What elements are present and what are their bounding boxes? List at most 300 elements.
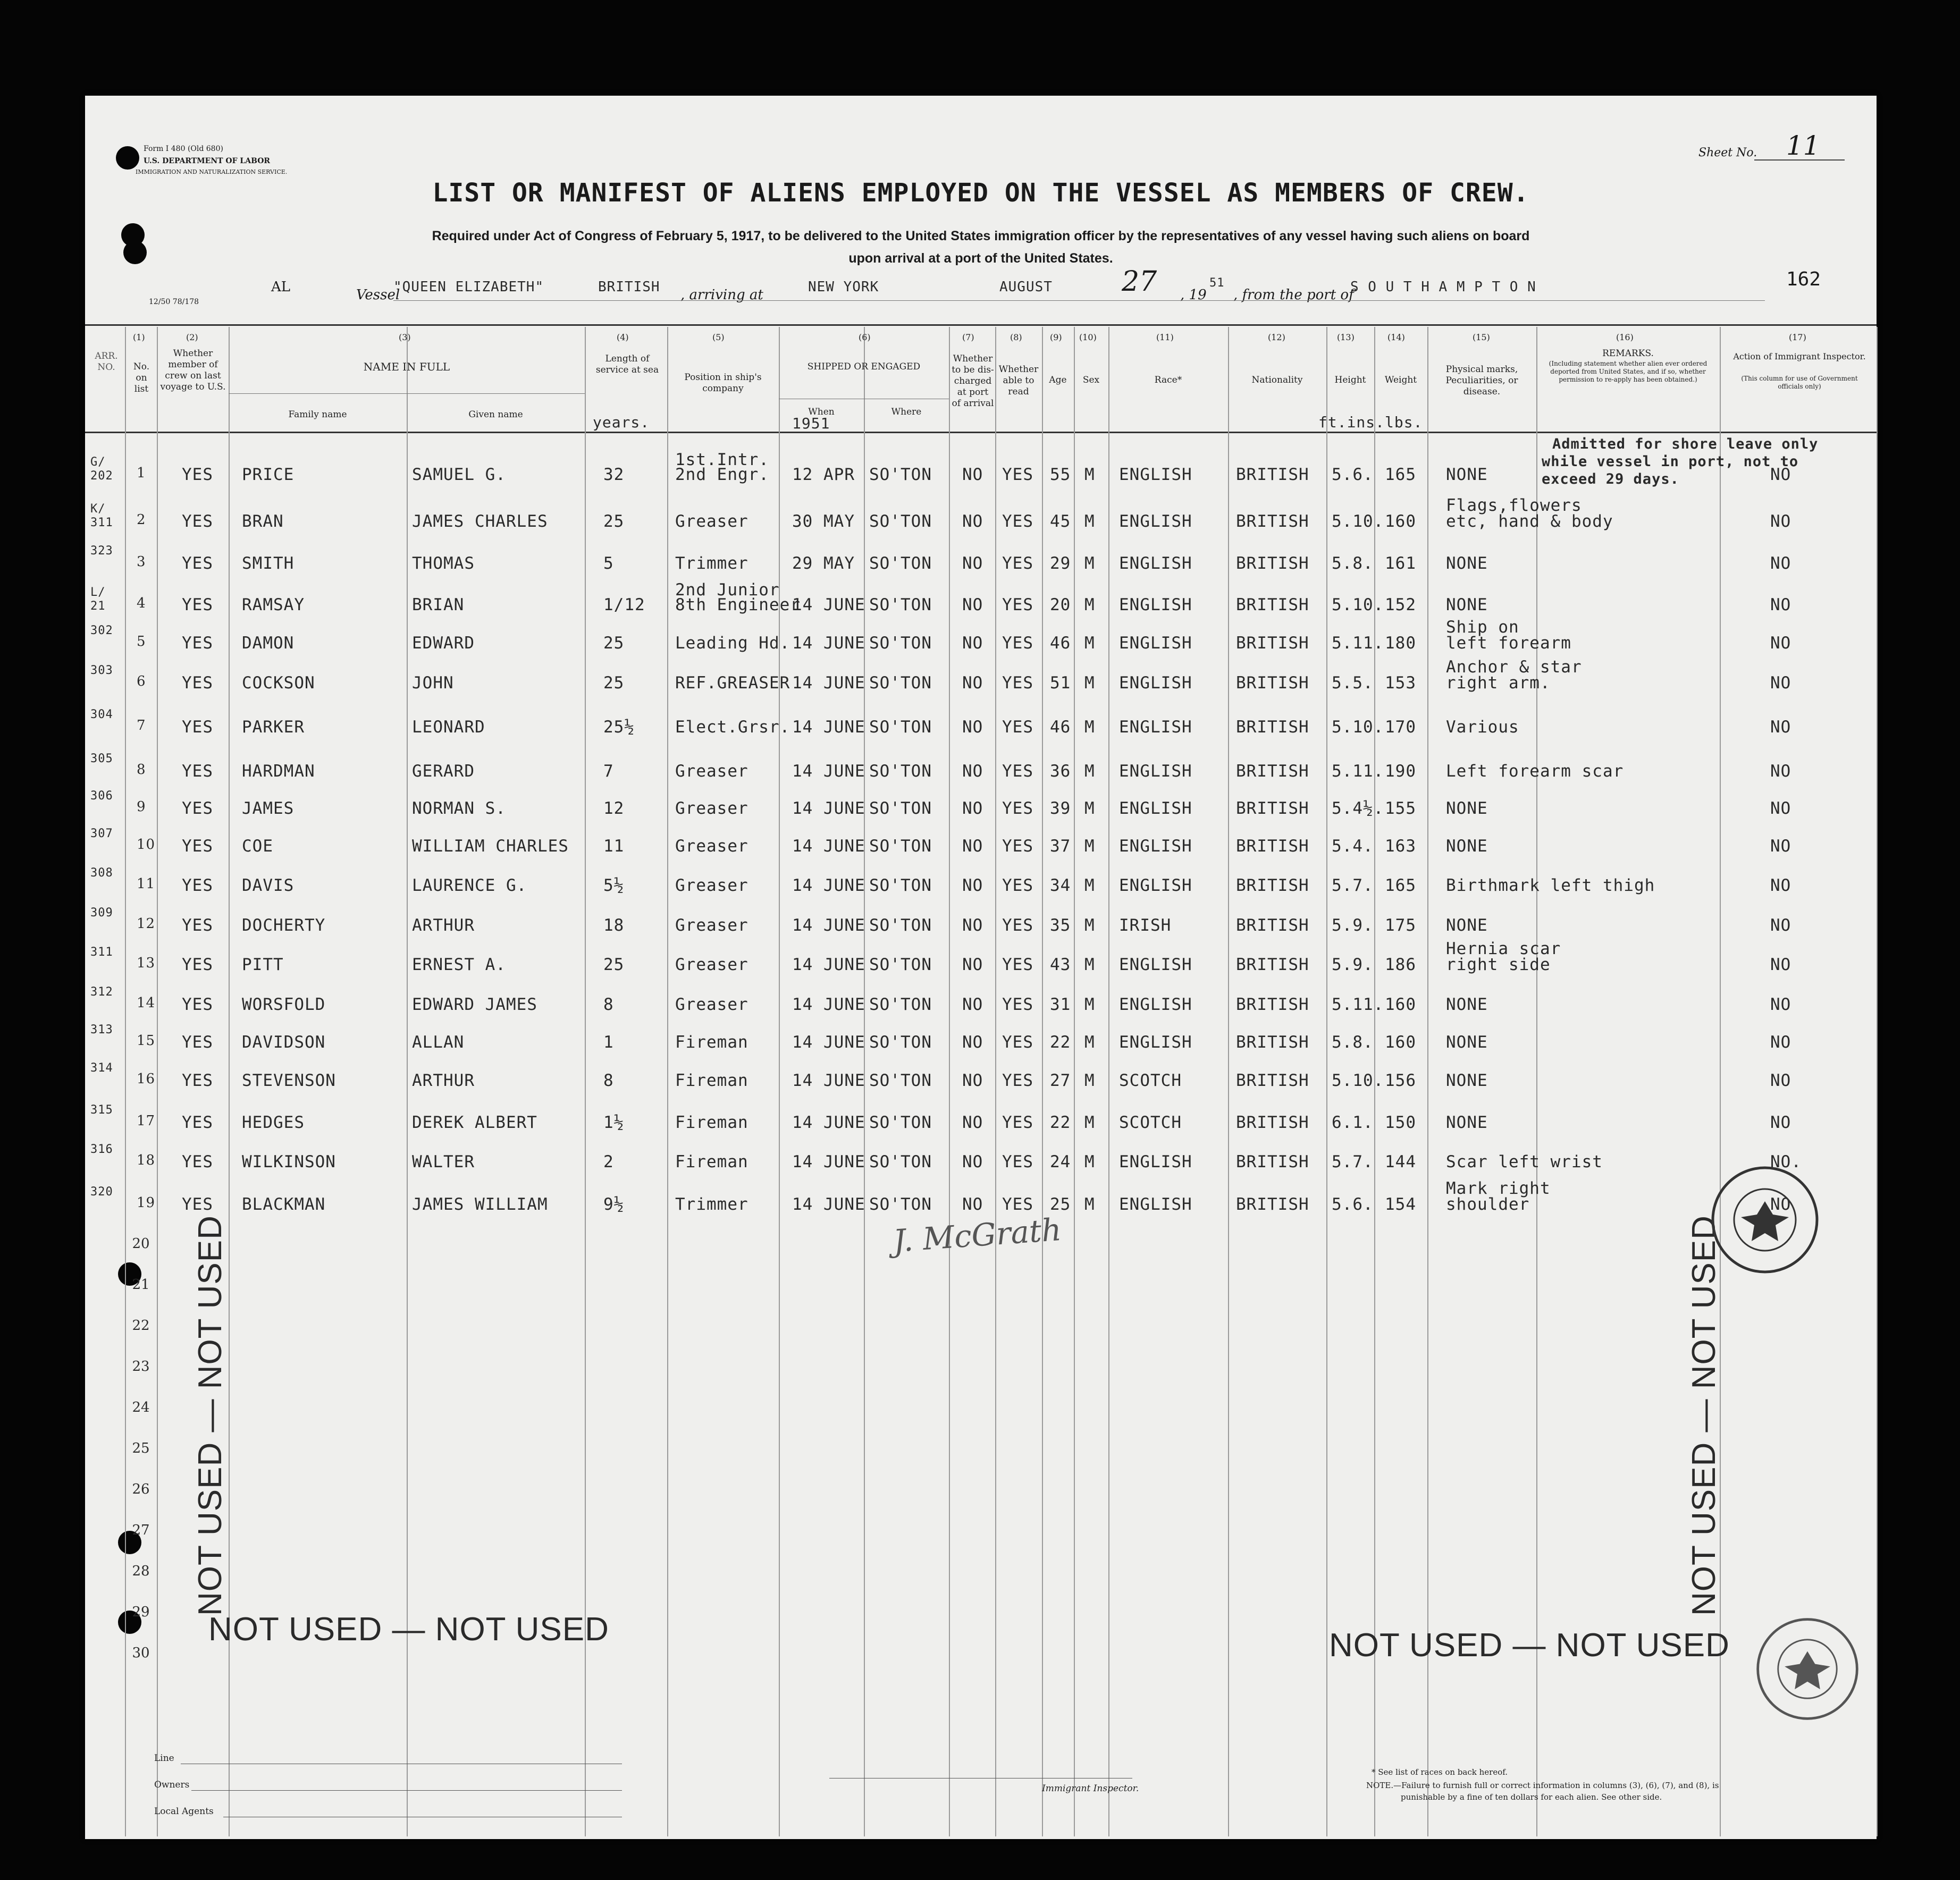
cell-arr-no: 316 <box>90 1143 113 1156</box>
col-line <box>949 327 950 1836</box>
cell-arr-no: 302 <box>90 624 113 637</box>
not-used-stamp-right-horizontal: NOT USED — NOT USED <box>1329 1627 1730 1664</box>
cell-given-name: DEREK ALBERT <box>412 1113 537 1132</box>
cell-physical-marks: Mark right <box>1446 1179 1551 1198</box>
cell-weight: 156 <box>1385 1071 1416 1090</box>
cell-arr-no: 323 <box>90 544 113 558</box>
cell-shipped-when: 14 JUNE <box>792 799 865 818</box>
department: U.S. DEPARTMENT OF LABOR <box>144 157 271 165</box>
cell-sex: M <box>1084 1113 1095 1132</box>
cell-no-on-list: 9 <box>137 799 146 815</box>
note-races: * See list of races on back hereof. <box>1372 1767 1508 1777</box>
cell-race: ENGLISH <box>1119 718 1192 737</box>
cell-shipped-where: SO'TON <box>869 837 932 856</box>
empty-row-number: 25 <box>132 1440 150 1456</box>
cell-given-name: NORMAN S. <box>412 799 506 818</box>
cell-last-voyage: YES <box>182 718 213 737</box>
cell-given-name: ALLAN <box>412 1033 465 1052</box>
col-num-8: (8) <box>1010 332 1022 342</box>
cell-able-to-read: YES <box>1002 1195 1033 1214</box>
cell-nationality: BRITISH <box>1236 465 1309 484</box>
cell-nationality: BRITISH <box>1236 673 1309 693</box>
cell-arr-no: 304 <box>90 708 113 721</box>
col-action: Action of Immigrant Inspector. <box>1733 351 1866 361</box>
cell-sex: M <box>1084 1033 1095 1052</box>
cell-shipped-when: 14 JUNE <box>792 1152 865 1171</box>
cell-family-name: PRICE <box>242 465 295 484</box>
vessel-underline <box>393 300 1765 301</box>
cell-arr-no: 306 <box>90 789 113 803</box>
cell-weight: 175 <box>1385 916 1416 935</box>
cell-physical-marks: NONE <box>1446 916 1488 935</box>
cell-service-years: 9½ <box>603 1195 625 1214</box>
cell-given-name: ERNEST A. <box>412 955 506 974</box>
cell-age: 37 <box>1050 837 1071 856</box>
cell-weight: 155 <box>1385 799 1416 818</box>
empty-row-number: 29 <box>132 1604 150 1620</box>
cell-able-to-read: YES <box>1002 1113 1033 1132</box>
cell-age: 29 <box>1050 554 1071 573</box>
cell-no-on-list: 13 <box>137 955 156 971</box>
cell-able-to-read: YES <box>1002 465 1033 484</box>
cell-nationality: BRITISH <box>1236 837 1309 856</box>
cell-discharged: NO <box>962 554 983 573</box>
col-line <box>1536 327 1537 1836</box>
cell-height: 5.11. <box>1332 995 1384 1014</box>
cell-shipped-when: 12 APR <box>792 465 855 484</box>
cell-given-name: BRIAN <box>412 595 465 614</box>
cell-nationality: BRITISH <box>1236 512 1309 531</box>
cell-arr-no: 312 <box>90 985 113 999</box>
cell-height: 5.6. <box>1332 465 1374 484</box>
cell-position: Greaser <box>675 916 748 935</box>
cell-sex: M <box>1084 673 1095 693</box>
cell-shipped-where: SO'TON <box>869 995 932 1014</box>
cell-weight: 190 <box>1385 762 1416 781</box>
cell-able-to-read: YES <box>1002 799 1033 818</box>
cell-service-years: 12 <box>603 799 625 818</box>
cell-arr-no: 313 <box>90 1023 113 1036</box>
cell-height: 5.11. <box>1332 634 1384 653</box>
cell-last-voyage: YES <box>182 916 213 935</box>
cell-able-to-read: YES <box>1002 837 1033 856</box>
cell-age: 46 <box>1050 634 1071 653</box>
cell-weight: 153 <box>1385 673 1416 693</box>
consulate-seal <box>1754 1616 1861 1722</box>
cell-height: 5.10. <box>1332 718 1384 737</box>
cell-position: Fireman <box>675 1033 748 1052</box>
cell-sex: M <box>1084 465 1095 484</box>
cell-physical-marks: shoulder <box>1446 1195 1530 1214</box>
cell-action: NO <box>1770 673 1791 693</box>
cell-shipped-where: SO'TON <box>869 762 932 781</box>
cell-race: ENGLISH <box>1119 595 1192 614</box>
cell-age: 20 <box>1050 595 1071 614</box>
cell-discharged: NO <box>962 916 983 935</box>
cell-shipped-when: 14 JUNE <box>792 1033 865 1052</box>
col-action-note: (This column for use of Government officials only) <box>1741 375 1858 390</box>
col-line <box>667 327 668 1836</box>
cell-position: 2nd Junior <box>675 580 780 600</box>
col-given-name: Given name <box>468 409 523 420</box>
cell-nationality: BRITISH <box>1236 916 1309 935</box>
cell-service-years: 8 <box>603 995 614 1014</box>
cell-physical-marks: Ship on <box>1446 618 1519 637</box>
cell-discharged: NO <box>962 1071 983 1090</box>
cell-height: 5.9. <box>1332 916 1374 935</box>
col-num-1: (1) <box>133 332 145 342</box>
cell-race: ENGLISH <box>1119 512 1192 531</box>
cell-shipped-when: 14 JUNE <box>792 1071 865 1090</box>
col-remarks-note: (Including statement whether alien ever ordered deported from United States, and if so, whether permission to re-apply has been obtained.) <box>1549 360 1707 383</box>
cell-family-name: STEVENSON <box>242 1071 336 1090</box>
col-discharged: Whether to be dis-charged at port of arrival <box>952 353 994 409</box>
cell-action: NO <box>1770 916 1791 935</box>
cell-arr-no: 307 <box>90 827 113 840</box>
cell-age: 45 <box>1050 512 1071 531</box>
cell-physical-marks: NONE <box>1446 837 1488 856</box>
cell-discharged: NO <box>962 799 983 818</box>
cell-sex: M <box>1084 512 1095 531</box>
cell-physical-marks: Hernia scar <box>1446 939 1561 958</box>
cell-race: ENGLISH <box>1119 837 1192 856</box>
cell-position: Greaser <box>675 955 748 974</box>
col-service-length: Length of service at sea <box>595 353 659 375</box>
consulate-seal <box>1709 1164 1821 1276</box>
not-used-stamp-left-vertical: NOT USED — NOT USED <box>192 1215 229 1616</box>
cell-discharged: NO <box>962 1195 983 1214</box>
cell-service-years: 18 <box>603 916 625 935</box>
cell-given-name: GERARD <box>412 762 475 781</box>
cell-shipped-when: 14 JUNE <box>792 955 865 974</box>
cell-weight: 170 <box>1385 718 1416 737</box>
cell-shipped-when: 14 JUNE <box>792 634 865 653</box>
empty-row-number: 30 <box>132 1645 150 1661</box>
col-num-6: (6) <box>859 332 871 342</box>
col-crew-last-voyage: Whether member of crew on last voyage to U.S. <box>160 348 226 392</box>
col-num-4: (4) <box>617 332 629 342</box>
cell-race: SCOTCH <box>1119 1071 1182 1090</box>
col-num-12: (12) <box>1268 332 1285 342</box>
cell-position: Fireman <box>675 1071 748 1090</box>
cell-height: 5.11. <box>1332 762 1384 781</box>
cell-height: 5.4½. <box>1332 799 1384 818</box>
cell-race: ENGLISH <box>1119 1152 1192 1171</box>
cell-last-voyage: YES <box>182 634 213 653</box>
cell-race: ENGLISH <box>1119 554 1192 573</box>
col-line <box>407 327 408 1836</box>
cell-race: SCOTCH <box>1119 1113 1182 1132</box>
remark-line: while vessel in port, not to <box>1542 453 1799 470</box>
cell-physical-marks: Left forearm scar <box>1446 762 1624 781</box>
sheet-number: 11 <box>1786 130 1820 161</box>
cell-height: 5.8. <box>1332 554 1374 573</box>
cell-race: ENGLISH <box>1119 876 1192 895</box>
cell-shipped-where: SO'TON <box>869 512 932 531</box>
manifest-title: LIST OR MANIFEST OF ALIENS EMPLOYED ON THE VESSEL AS MEMBERS OF CREW. <box>432 178 1529 208</box>
cell-race: ENGLISH <box>1119 1195 1192 1214</box>
cell-nationality: BRITISH <box>1236 955 1309 974</box>
cell-service-years: 8 <box>603 1071 614 1090</box>
cell-service-years: 11 <box>603 837 625 856</box>
cell-weight: 160 <box>1385 995 1416 1014</box>
cell-last-voyage: YES <box>182 955 213 974</box>
cell-able-to-read: YES <box>1002 762 1033 781</box>
cell-weight: 160 <box>1385 512 1416 531</box>
cell-no-on-list: 17 <box>137 1113 156 1129</box>
cell-race: ENGLISH <box>1119 995 1192 1014</box>
cell-family-name: DOCHERTY <box>242 916 326 935</box>
cell-service-years: 25 <box>603 512 625 531</box>
manifest-subtitle: Required under Act of Congress of February 5, 1917, to be delivered to the United States immigration officer by the representatives of any vessel having such aliens on board <box>432 229 1530 243</box>
cell-race: ENGLISH <box>1119 762 1192 781</box>
col-line <box>1326 327 1327 1836</box>
cell-age: 34 <box>1050 876 1071 895</box>
cell-height: 5.7. <box>1332 876 1374 895</box>
cell-able-to-read: YES <box>1002 876 1033 895</box>
cell-last-voyage: YES <box>182 995 213 1014</box>
cell-shipped-when: 30 MAY <box>792 512 855 531</box>
cell-service-years: 25 <box>603 634 625 653</box>
cell-arr-no: 309 <box>90 906 113 920</box>
cell-action: NO <box>1770 595 1791 614</box>
cell-service-years: 2 <box>603 1152 614 1171</box>
cell-last-voyage: YES <box>182 1113 213 1132</box>
cell-service-years: 1/12 <box>603 595 645 614</box>
cell-able-to-read: YES <box>1002 1152 1033 1171</box>
col-name-in-full: NAME IN FULL <box>363 360 450 373</box>
cell-family-name: WORSFOLD <box>242 995 326 1014</box>
name-subheader-rule <box>229 393 585 394</box>
cell-physical-marks: left forearm <box>1446 634 1571 653</box>
cell-age: 46 <box>1050 718 1071 737</box>
cell-sex: M <box>1084 718 1095 737</box>
cell-shipped-when: 14 JUNE <box>792 718 865 737</box>
cell-arr-no: 315 <box>90 1103 113 1117</box>
cell-physical-marks: Birthmark left thigh <box>1446 876 1655 895</box>
cell-action: NO. <box>1770 1152 1802 1171</box>
cell-physical-marks: NONE <box>1446 1071 1488 1090</box>
col-weight: Weight <box>1384 375 1417 385</box>
cell-race: ENGLISH <box>1119 955 1192 974</box>
cell-nationality: BRITISH <box>1236 799 1309 818</box>
col-num-5: (5) <box>712 332 725 342</box>
cell-physical-marks: Flags,flowers <box>1446 496 1582 515</box>
year-prefix: , 19 <box>1180 287 1207 303</box>
cell-weight: 150 <box>1385 1113 1416 1132</box>
cell-discharged: NO <box>962 595 983 614</box>
service-name: IMMIGRATION AND NATURALIZATION SERVICE. <box>136 168 288 175</box>
cell-physical-marks: NONE <box>1446 595 1488 614</box>
cell-last-voyage: YES <box>182 762 213 781</box>
cell-sex: M <box>1084 1071 1095 1090</box>
cell-shipped-when: 14 JUNE <box>792 837 865 856</box>
cell-family-name: COE <box>242 837 273 856</box>
cell-age: 43 <box>1050 955 1071 974</box>
col-nationality: Nationality <box>1251 375 1303 385</box>
cell-family-name: DAVIDSON <box>242 1033 326 1052</box>
footer-owners-label: Owners <box>154 1780 190 1790</box>
cell-service-years: 25 <box>603 955 625 974</box>
col-num-7: (7) <box>962 332 974 342</box>
cell-action: NO <box>1770 799 1791 818</box>
cell-action: NO <box>1770 837 1791 856</box>
cell-position: Greaser <box>675 512 748 531</box>
cell-discharged: NO <box>962 955 983 974</box>
cell-last-voyage: YES <box>182 1071 213 1090</box>
cell-family-name: HEDGES <box>242 1113 305 1132</box>
cell-shipped-where: SO'TON <box>869 916 932 935</box>
cell-weight: 144 <box>1385 1152 1416 1171</box>
cell-position: Greaser <box>675 995 748 1014</box>
cell-given-name: JAMES CHARLES <box>412 512 548 531</box>
col-line <box>1228 327 1229 1836</box>
col-physical-marks: Physical marks, Peculiarities, or disease. <box>1445 364 1518 397</box>
cell-age: 22 <box>1050 1113 1071 1132</box>
cell-shipped-where: SO'TON <box>869 1033 932 1052</box>
col-arr-no: ARR. NO. <box>95 351 118 373</box>
table-top-rule <box>85 324 1877 326</box>
cell-shipped-when: 14 JUNE <box>792 916 865 935</box>
cell-no-on-list: 2 <box>137 512 146 528</box>
cell-arr-no: 314 <box>90 1061 113 1075</box>
cell-no-on-list: 12 <box>137 916 156 932</box>
col-height: Height <box>1334 375 1366 385</box>
cell-sex: M <box>1084 837 1095 856</box>
note-penalty-1: NOTE.—Failure to furnish full or correct information in columns (3), (6), (7), and (8), is <box>1366 1781 1719 1790</box>
note-penalty-2: punishable by a fine of ten dollars for each alien. See other side. <box>1401 1792 1662 1802</box>
cell-sex: M <box>1084 634 1095 653</box>
col-when: When <box>808 407 835 417</box>
col-num-11: (11) <box>1156 332 1174 342</box>
cell-given-name: LEONARD <box>412 718 485 737</box>
cell-shipped-where: SO'TON <box>869 554 932 573</box>
cell-no-on-list: 3 <box>137 554 146 570</box>
cell-physical-marks: etc, hand & body <box>1446 512 1613 531</box>
cell-arr-no: K/ 311 <box>90 502 113 529</box>
cell-no-on-list: 6 <box>137 673 146 689</box>
cell-weight: 160 <box>1385 1033 1416 1052</box>
cell-able-to-read: YES <box>1002 595 1033 614</box>
cell-position: Greaser <box>675 876 748 895</box>
col-when-year: 1951 <box>792 415 830 432</box>
cell-race: IRISH <box>1119 916 1172 935</box>
cell-discharged: NO <box>962 512 983 531</box>
not-used-stamp-left-horizontal: NOT USED — NOT USED <box>208 1611 609 1648</box>
cell-sex: M <box>1084 799 1095 818</box>
cell-age: 51 <box>1050 673 1071 693</box>
cell-nationality: BRITISH <box>1236 718 1309 737</box>
cell-weight: 165 <box>1385 465 1416 484</box>
col-position: Position in ship's company <box>684 372 762 394</box>
manifest-sheet <box>85 96 1877 1839</box>
cell-able-to-read: YES <box>1002 634 1033 653</box>
cell-physical-marks: NONE <box>1446 465 1488 484</box>
col-sex: Sex <box>1082 375 1100 385</box>
cell-sex: M <box>1084 955 1095 974</box>
cell-last-voyage: YES <box>182 1033 213 1052</box>
cell-sex: M <box>1084 595 1095 614</box>
cell-last-voyage: YES <box>182 554 213 573</box>
form-code: 12/50 78/178 <box>149 298 199 306</box>
col-line <box>995 327 996 1836</box>
cell-shipped-where: SO'TON <box>869 465 932 484</box>
cell-given-name: SAMUEL G. <box>412 465 506 484</box>
cell-family-name: COCKSON <box>242 673 315 693</box>
cell-weight: 180 <box>1385 634 1416 653</box>
col-remarks: REMARKS. <box>1602 348 1654 359</box>
cell-height: 6.1. <box>1332 1113 1374 1132</box>
cell-physical-marks: NONE <box>1446 995 1488 1014</box>
cell-position: 8th Engineer <box>675 595 801 614</box>
cell-height: 5.4. <box>1332 837 1374 856</box>
cell-shipped-where: SO'TON <box>869 673 932 693</box>
cell-no-on-list: 18 <box>137 1152 156 1168</box>
cell-given-name: LAURENCE G. <box>412 876 527 895</box>
cell-weight: 154 <box>1385 1195 1416 1214</box>
cell-given-name: EDWARD <box>412 634 475 653</box>
vessel-name: "QUEEN ELIZABETH" <box>393 279 544 295</box>
cell-family-name: JAMES <box>242 799 295 818</box>
from-port: S O U T H A M P T O N <box>1350 279 1536 295</box>
cell-height: 5.8. <box>1332 1033 1374 1052</box>
empty-row-number: 24 <box>132 1400 150 1415</box>
cell-able-to-read: YES <box>1002 995 1033 1014</box>
cell-shipped-when: 14 JUNE <box>792 673 865 693</box>
cell-action: NO <box>1770 718 1791 737</box>
cell-no-on-list: 7 <box>137 718 146 734</box>
cell-action: NO <box>1770 995 1791 1014</box>
vessel-label: Vessel <box>356 287 400 303</box>
cell-arr-no: 303 <box>90 664 113 677</box>
col-shipped-engaged: SHIPPED OR ENGAGED <box>807 361 921 372</box>
cell-action: NO <box>1770 512 1791 531</box>
cell-family-name: WILKINSON <box>242 1152 336 1171</box>
cell-no-on-list: 19 <box>137 1195 156 1211</box>
cell-shipped-when: 14 JUNE <box>792 1195 865 1214</box>
cell-discharged: NO <box>962 1113 983 1132</box>
cell-service-years: 25½ <box>603 718 635 737</box>
cell-arr-no: 308 <box>90 866 113 880</box>
cell-family-name: SMITH <box>242 554 295 573</box>
cell-position: Greaser <box>675 762 748 781</box>
form-number: Form I 480 (Old 680) <box>144 145 223 153</box>
cell-position: Trimmer <box>675 1195 748 1214</box>
cell-no-on-list: 1 <box>137 465 146 481</box>
col-num-3: (3) <box>399 332 411 342</box>
cell-given-name: EDWARD JAMES <box>412 995 537 1014</box>
from-label: , from the port of <box>1233 287 1354 303</box>
col-able-to-read: Whether able to read <box>998 364 1039 397</box>
cell-race: ENGLISH <box>1119 634 1192 653</box>
cell-shipped-where: SO'TON <box>869 718 932 737</box>
cell-shipped-where: SO'TON <box>869 634 932 653</box>
cell-family-name: DAVIS <box>242 876 295 895</box>
arrival-day: 27 <box>1122 266 1157 298</box>
col-num-13: (13) <box>1337 332 1355 342</box>
col-no-on-list: No. on list <box>133 361 150 394</box>
empty-row-number: 22 <box>132 1318 150 1334</box>
header-bottom-rule <box>85 432 1877 433</box>
col-num-9: (9) <box>1050 332 1062 342</box>
cell-race: ENGLISH <box>1119 673 1192 693</box>
cell-action: NO <box>1770 955 1791 974</box>
cell-sex: M <box>1084 762 1095 781</box>
cell-sex: M <box>1084 995 1095 1014</box>
cell-last-voyage: YES <box>182 876 213 895</box>
cell-age: 55 <box>1050 465 1071 484</box>
col-line <box>1427 327 1428 1836</box>
